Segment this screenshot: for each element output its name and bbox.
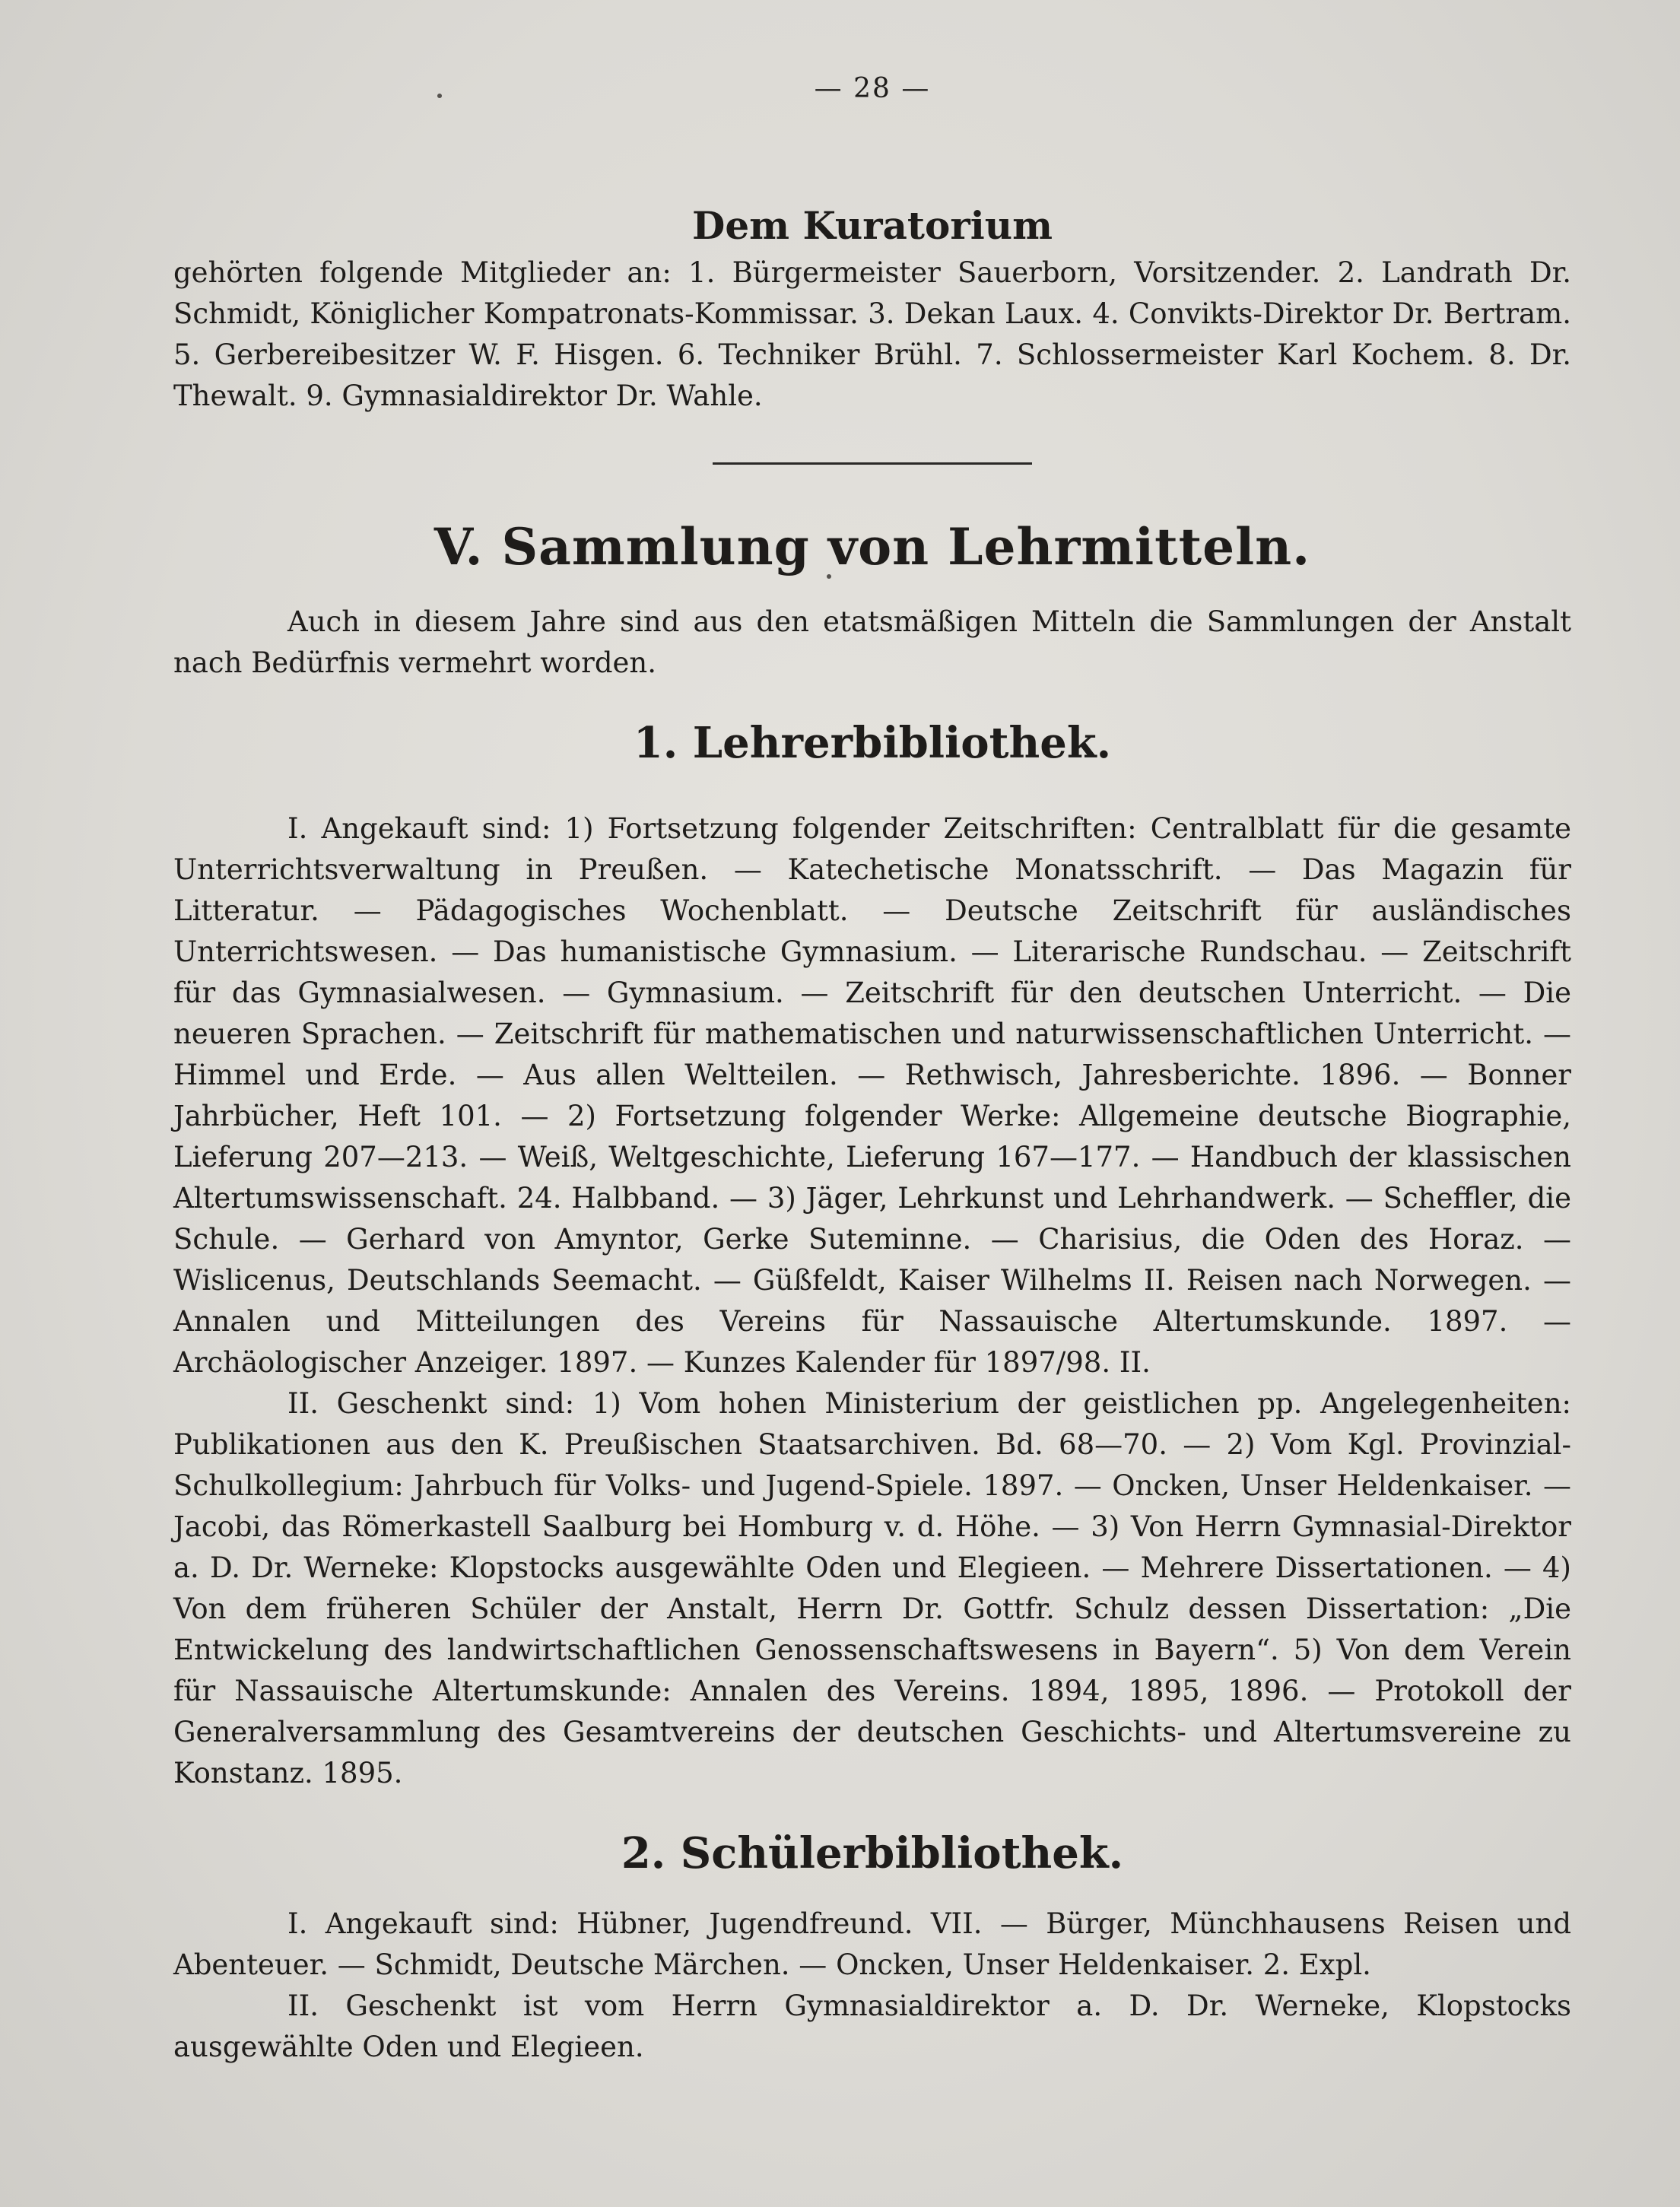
lehrerbibliothek-heading: 1. Lehrerbibliothek. [633,718,1112,768]
schuelerbibliothek-geschenkt-paragraph: II. Geschenkt ist vom Herrn Gymnasialdirektor a. D. Dr. Werneke, Klopstocks ausgewählte Oden und Elegieen. [173,1989,1571,2063]
schuelerbibliothek-heading: 2. Schülerbibliothek. [621,1828,1124,1878]
section-intro-paragraph: Auch in diesem Jahre sind aus den etatsmäßigen Mitteln die Sammlungen der Anstalt nach Bedürfnis vermehrt worden. [173,605,1571,679]
lehrerbibliothek-angekauft-paragraph: I. Angekauft sind: 1) Fortsetzung folgender Zeitschriften: Centralblatt für die gesamte Unterrichtsverwaltung in Preußen. — Katechetische Monatsschrift. — Das Magazin für Litteratur. — Pädagogisches Wochenblatt. — Deutsche Zeitschrift für ausländisches Unterrichtswesen. — Das humanistische Gymnasium. — Literarische Rundschau. — Zeitschrift für das Gymnasialwesen. — Gymnasium. — Zeitschrift für den deutschen Unterricht. — Die neueren Sprachen. — Zeitschrift für mathematischen und naturwissenschaftlichen Unterricht. — Himmel und Erde. — Aus allen Weltteilen. — Rethwisch, Jahresberichte. 1896. — Bonner Jahrbücher, Heft 101. — 2) Fortsetzung folgender Werke: Allgemeine deutsche Biographie, Lieferung 207—213. — Weiß, Weltgeschichte, Lieferung 167—177. — Handbuch der klassischen Altertumswissenschaft. 24. Halbband. — 3) Jäger, Lehrkunst und Lehrhandwerk. — Scheffler, die Schule. — Gerhard von Amyntor, Gerke Suteminne. — Charisius, die Oden des Horaz. — Wislicenus, Deutschlands Seemacht. — Güßfeldt, Kaiser Wilhelms II. Reisen nach Norwegen. — Annalen und Mitteilungen des Vereins für Nassauische Altertumskunde. 1897. — Archäologischer Anzeiger. 1897. — Kunzes Kalender für 1897/98. II. [173,812,1571,1379]
section-divider [713,462,1032,465]
schuelerbibliothek-angekauft-paragraph: I. Angekauft sind: Hübner, Jugendfreund. VII. — Bürger, Münchhausens Reisen und Abenteuer. — Schmidt, Deutsche Märchen. — Oncken, Unser Heldenkaiser. 2. Expl. [173,1907,1571,1981]
kuratorium-members-paragraph: gehörten folgende Mitglieder an: 1. Bürgermeister Sauerborn, Vorsitzender. 2. Landrath Dr. Schmidt, Königlicher Kompatronats-Kommissar. 3. Dekan Laux. 4. Convikts-Direktor Dr. Bertram. 5. Gerbereibesitzer W. F. Hisgen. 6. Techniker Brühl. 7. Schlossermeister Karl Kochem. 8. Dr. Thewalt. 9. Gymnasialdirektor Dr. Wahle. [173,256,1571,412]
kuratorium-heading: Dem Kuratorium [692,203,1053,248]
page-content [173,62,1571,2068]
lehrerbibliothek-geschenkt-paragraph: II. Geschenkt sind: 1) Vom hohen Ministerium der geistlichen pp. Angelegenheiten: Publikationen aus den K. Preußischen Staatsarchiven. Bd. 68—70. — 2) Vom Kgl. Provinzial-Schulkollegium: Jahrbuch für Volks- und Jugend-Spiele. 1897. — Oncken, Unser Heldenkaiser. — Jacobi, das Römerkastell Saalburg bei Homburg v. d. Höhe. — 3) Von Herrn Gymnasial-Direktor a. D. Dr. Werneke: Klopstocks ausgewählte Oden und Elegieen. — Mehrere Dissertationen. — 4) Von dem früheren Schüler der Anstalt, Herrn Dr. Gottfr. Schulz dessen Dissertation: „Die Entwickelung des landwirtschaftlichen Genossenschaftswesens in Bayern“. 5) Von dem Verein für Nassauische Altertumskunde: Annalen des Vereins. 1894, 1895, 1896. — Protokoll der Generalversammlung des Gesamtvereins der deutschen Geschichts- und Altertumsvereine zu Konstanz. 1895. [173,1387,1571,1789]
page-number: — 28 — [814,73,931,104]
section-heading: V. Sammlung von Lehrmitteln. [433,517,1311,576]
